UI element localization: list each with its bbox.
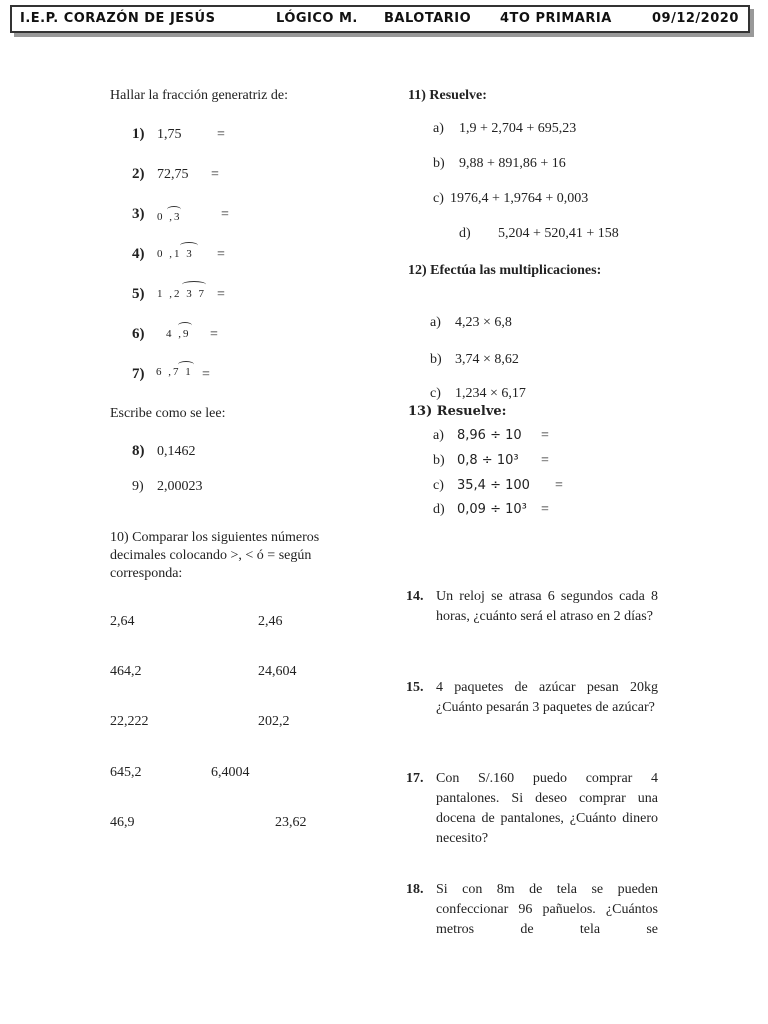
q13-title: 13) Resuelve: [408,404,507,419]
q12-title: 12) Efectúa las multiplicaciones: [408,263,602,278]
compare-instruction-1: 10) Comparar los siguientes números [110,530,320,545]
date: 09/12/2020 [652,11,739,26]
period-arc [182,281,206,288]
period-arc [178,361,194,368]
problem-18: 18. Si con 8m de tela se pueden confeccionar 96 pañuelos. ¿Cuántos metros de tela se [406,882,658,937]
grade: 4TO PRIMARIA [500,11,612,26]
read-title: Escribe como se lee: [110,406,226,421]
header-banner [10,5,750,33]
problem-17: 17. Con S/.160 puedo comprar 4 pantalones. Si deseo comprar una docena de pantalones, ¿Cuánto dinero necesito? [406,771,658,846]
school-name: I.E.P. CORAZÓN DE JESÚS [20,11,216,26]
period-arc [180,242,198,249]
fraction-title: Hallar la fracción generatriz de: [110,88,289,103]
subject: LÓGICO M. [276,11,358,26]
period-arc [167,206,181,213]
compare-instruction-2: decimales colocando >, < ó = según [110,548,312,563]
period-arc [178,322,192,329]
exam-type: BALOTARIO [384,11,472,26]
compare-instruction-3: corresponda: [110,566,183,581]
q11-title: 11) Resuelve: [408,88,487,103]
problem-15: 15. 4 paquetes de azúcar pesan 20kg ¿Cuánto pesarán 3 paquetes de azúcar? [406,680,658,715]
problem-14: 14. Un reloj se atrasa 6 segundos cada 8 horas, ¿cuánto será el atraso en 2 días? [406,589,658,624]
